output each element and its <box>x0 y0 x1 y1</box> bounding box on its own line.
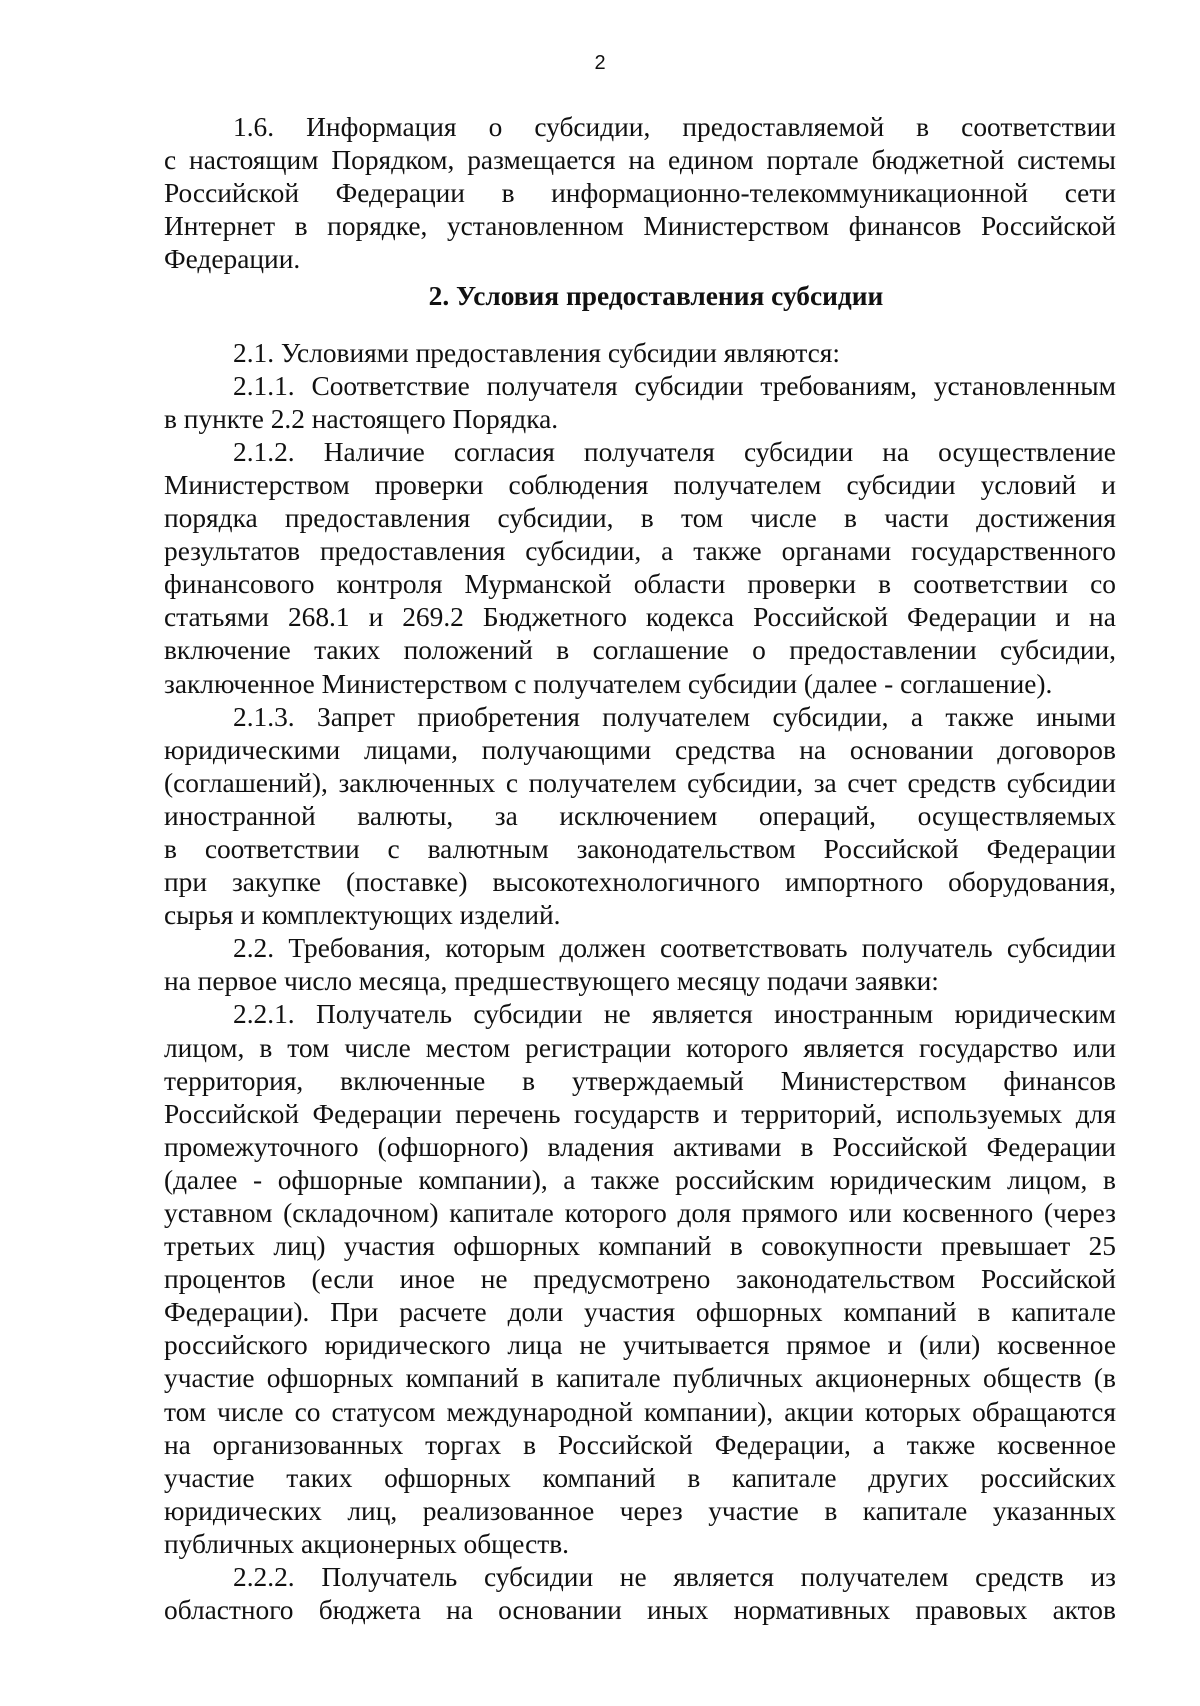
text-line: промежуточного (офшорного) владения активами в Российской Федерации <box>164 1131 1116 1162</box>
paragraph <box>164 1561 1116 1627</box>
text-line: юридическими лицами, получающими средства на основании договоров <box>164 734 1116 765</box>
text-line: на организованных торгах в Российской Федерации, а также косвенное <box>164 1429 1116 1460</box>
text-line: (соглашений), заключенных с получателем субсидии, за счет средств субсидии <box>164 767 1116 798</box>
paragraph <box>164 370 1116 436</box>
text-line: 2.1.1. Соответствие получателя субсидии требованиям, установленным <box>233 370 1116 401</box>
text-line: 2.2.1. Получатель субсидии не является иностранным юридическим <box>233 999 1116 1030</box>
text-line: 1.6. Информация о субсидии, предоставляемой в соответствии <box>233 112 1116 142</box>
text-line: лицом, в том числе местом регистрации которого является государство или <box>164 1032 1116 1063</box>
paragraph <box>164 337 1116 370</box>
text-line: процентов (если иное не предусмотрено законодательством Российской <box>164 1264 1116 1295</box>
text-line: областного бюджета на основании иных нормативных правовых актов <box>164 1595 1116 1626</box>
text-line: участие офшорных компаний в капитале публичных акционерных обществ (в <box>164 1363 1116 1394</box>
text-line: Федерации). При расчете доли участия офшорных компаний в капитале <box>164 1297 1116 1328</box>
text-line: 2.1.3. Запрет приобретения получателем субсидии, а также иными <box>233 701 1116 732</box>
section-2-body <box>164 337 1116 1628</box>
text-line: Министерством проверки соблюдения получателем субсидии условий и <box>164 469 1116 500</box>
text-line: результатов предоставления субсидии, а также органами государственного <box>164 536 1116 567</box>
text-line: в соответствии с валютным законодательством Российской Федерации <box>164 833 1116 864</box>
paragraph <box>164 998 1116 1561</box>
paragraph <box>164 701 1116 933</box>
text-line: 2.2. Требования, которым должен соответствовать получатель субсидии <box>233 933 1116 964</box>
text-line: третьих лиц) участия офшорных компаний в совокупности превышает 25 <box>164 1231 1116 1262</box>
text-line: 2.1. Условиями предоставления субсидии являются: <box>233 337 841 368</box>
text-line: (далее - офшорные компании), а также российским юридическим лицом, в <box>164 1164 1116 1195</box>
text-line: территория, включенные в утверждаемый Министерством финансов <box>164 1065 1116 1096</box>
text-line: сырья и комплектующих изделий. <box>164 900 561 931</box>
text-line: участие таких офшорных компаний в капитале других российских <box>164 1462 1116 1493</box>
text-line: финансового контроля Мурманской области проверки в соответствии со <box>164 569 1116 600</box>
text-line: в пункте 2.2 настоящего Порядка. <box>164 403 559 434</box>
text-line: публичных акционерных обществ. <box>164 1528 570 1559</box>
text-line: уставном (складочном) капитале которого доля прямого или косвенного (через <box>164 1198 1116 1228</box>
text-line: порядка предоставления субсидии, в том числе в части достижения <box>164 503 1116 534</box>
section-1-tail <box>164 111 1116 276</box>
text-line: Федерации. <box>164 244 301 275</box>
text-line: 2.1.2. Наличие согласия получателя субсидии на осуществление <box>233 436 1116 467</box>
text-line: том числе со статусом международной компании), акции которых обращаются <box>164 1396 1116 1427</box>
heading-gap <box>164 314 1116 337</box>
paragraph <box>164 932 1116 998</box>
text-line: с настоящим Порядком, размещается на едином портале бюджетной системы <box>164 145 1116 176</box>
page-number: 2 <box>594 52 606 74</box>
paragraph <box>164 436 1116 701</box>
text-line: юридических лиц, реализованное через участие в капитале указанных <box>164 1495 1116 1526</box>
text-line: при закупке (поставке) высокотехнологичного импортного оборудования, <box>164 867 1116 898</box>
text-line: 2.2.2. Получатель субсидии не является получателем средств из <box>233 1562 1116 1593</box>
section-heading: 2. Условия предоставления субсидии <box>428 281 884 312</box>
text-line: российского юридического лица не учитывается прямое и (или) косвенное <box>164 1330 1116 1361</box>
text-line: Интернет в порядке, установленном Министерством финансов Российской <box>164 211 1116 242</box>
text-line: Российской Федерации в информационно-телекоммуникационной сети <box>164 178 1116 209</box>
text-line: на первое число месяца, предшествующего месяцу подачи заявки: <box>164 966 939 997</box>
document-body <box>164 111 1116 1627</box>
text-line: иностранной валюты, за исключением операций, осуществляемых <box>164 800 1116 831</box>
text-line: Российской Федерации перечень государств и территорий, используемых для <box>164 1098 1116 1129</box>
text-line: статьями 268.1 и 269.2 Бюджетного кодекса Российской Федерации и на <box>164 602 1116 633</box>
text-line: включение таких положений в соглашение о предоставлении субсидии, <box>164 635 1116 666</box>
paragraph <box>164 111 1116 276</box>
text-line: заключенное Министерством с получателем субсидии (далее - соглашение). <box>164 668 1053 699</box>
